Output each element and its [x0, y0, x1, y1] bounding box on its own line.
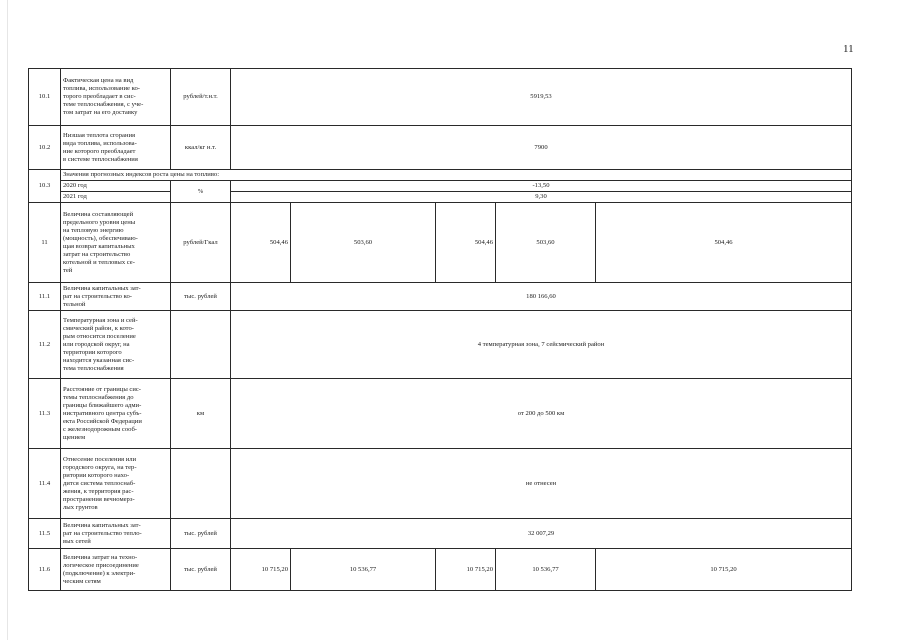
- year-label: 2021 год: [61, 192, 171, 203]
- row-value: от 200 до 500 км: [231, 379, 852, 449]
- year-label: 2020 год: [61, 181, 171, 192]
- row-number: 11: [29, 203, 61, 283]
- row-number: 11.1: [29, 283, 61, 311]
- row-value: 5919,53: [231, 69, 852, 126]
- row-number: 11.2: [29, 311, 61, 379]
- row-value-2: 503,60: [291, 203, 436, 283]
- row-number: 10.1: [29, 69, 61, 126]
- row-value-3: 10 715,20: [436, 549, 496, 591]
- row-name: Величина составляющей предельного уровня цены на тепловую энергию (мощность), обеспечиваю- щая возврат капитальных затрат на строительство котельной и тепловых се- тей: [61, 203, 171, 283]
- table-row-10-3-heading: [29, 170, 852, 181]
- row-value-1: 10 715,20: [231, 549, 291, 591]
- tariff-parameters-table: [28, 68, 852, 591]
- table-row-10-3-2020: [29, 181, 852, 192]
- table-row-11-6: [29, 549, 852, 591]
- row-unit: тыс. рублей: [171, 283, 231, 311]
- row-value: 9,30: [231, 192, 852, 203]
- row-heading: Значения прогнозных индексов роста цены на топливо:: [61, 170, 852, 181]
- row-number: 11.5: [29, 519, 61, 549]
- row-unit: рублей/Гкал: [171, 203, 231, 283]
- row-unit: тыс. рублей: [171, 519, 231, 549]
- table-row-10-2: [29, 126, 852, 170]
- table-row-11-2: [29, 311, 852, 379]
- row-name: Низшая теплота сгорания вида топлива, использова- ние которого преобладает в системе теплоснабжения: [61, 126, 171, 170]
- row-unit: ккал/кг н.т.: [171, 126, 231, 170]
- row-name: Расстояние от границы сис- темы теплоснабжения до границы ближайшего адми- нистративного центра субъ- екта Российской Федерации с железнодорожным сооб- щением: [61, 379, 171, 449]
- table-row-11: [29, 203, 852, 283]
- row-name: Фактическая цена на вид топлива, использование ко- торого преобладает в сис- теме теплоснабжения, с уче- том затрат на его доставку: [61, 69, 171, 126]
- row-value: 32 007,29: [231, 519, 852, 549]
- row-unit: [171, 311, 231, 379]
- row-name: Температурная зона и сей- смический район, к кото- рым относится поселение или городской округ, на территории которого находится указанная сис- тема теплоснабжения: [61, 311, 171, 379]
- row-name: Величина капитальных зат- рат на строительство тепло- вых сетей: [61, 519, 171, 549]
- row-name: Величина затрат на техно- логическое присоединение (подключение) к электри- ческим сетям: [61, 549, 171, 591]
- row-value-4: 10 536,77: [496, 549, 596, 591]
- table-row-10-1: [29, 69, 852, 126]
- row-value-5: 10 715,20: [596, 549, 852, 591]
- table-row-10-3-2021: [29, 192, 852, 203]
- row-value-1: 504,46: [231, 203, 291, 283]
- table-row-11-5: [29, 519, 852, 549]
- table-row-11-1: [29, 283, 852, 311]
- row-unit: тыс. рублей: [171, 549, 231, 591]
- row-value: не отнесен: [231, 449, 852, 519]
- row-name: Величина капитальных зат- рат на строительство ко- тельной: [61, 283, 171, 311]
- row-number: 11.4: [29, 449, 61, 519]
- table-row-11-4: [29, 449, 852, 519]
- table-row-11-3: [29, 379, 852, 449]
- row-value: 7900: [231, 126, 852, 170]
- row-value-5: 504,46: [596, 203, 852, 283]
- row-number: 10.2: [29, 126, 61, 170]
- row-name: Отнесение поселения или городского округа, на тер- ритории которого нахо- дится система теплоснаб- жения, к территория рас- пространения вечномерз- лых грунтов: [61, 449, 171, 519]
- page-number: 11: [843, 43, 854, 55]
- row-value-3: 504,46: [436, 203, 496, 283]
- row-unit: [171, 449, 231, 519]
- row-value: -13,50: [231, 181, 852, 192]
- row-value: 4 температурная зона, 7 сейсмический район: [231, 311, 852, 379]
- row-number: 10.3: [29, 170, 61, 203]
- row-value-4: 503,60: [496, 203, 596, 283]
- row-unit: км: [171, 379, 231, 449]
- scan-edge-line: [7, 0, 8, 640]
- row-value: 180 166,60: [231, 283, 852, 311]
- row-value-2: 10 536,77: [291, 549, 436, 591]
- row-number: 11.3: [29, 379, 61, 449]
- row-number: 11.6: [29, 549, 61, 591]
- row-unit: рублей/т.н.т.: [171, 69, 231, 126]
- row-unit: %: [171, 181, 231, 203]
